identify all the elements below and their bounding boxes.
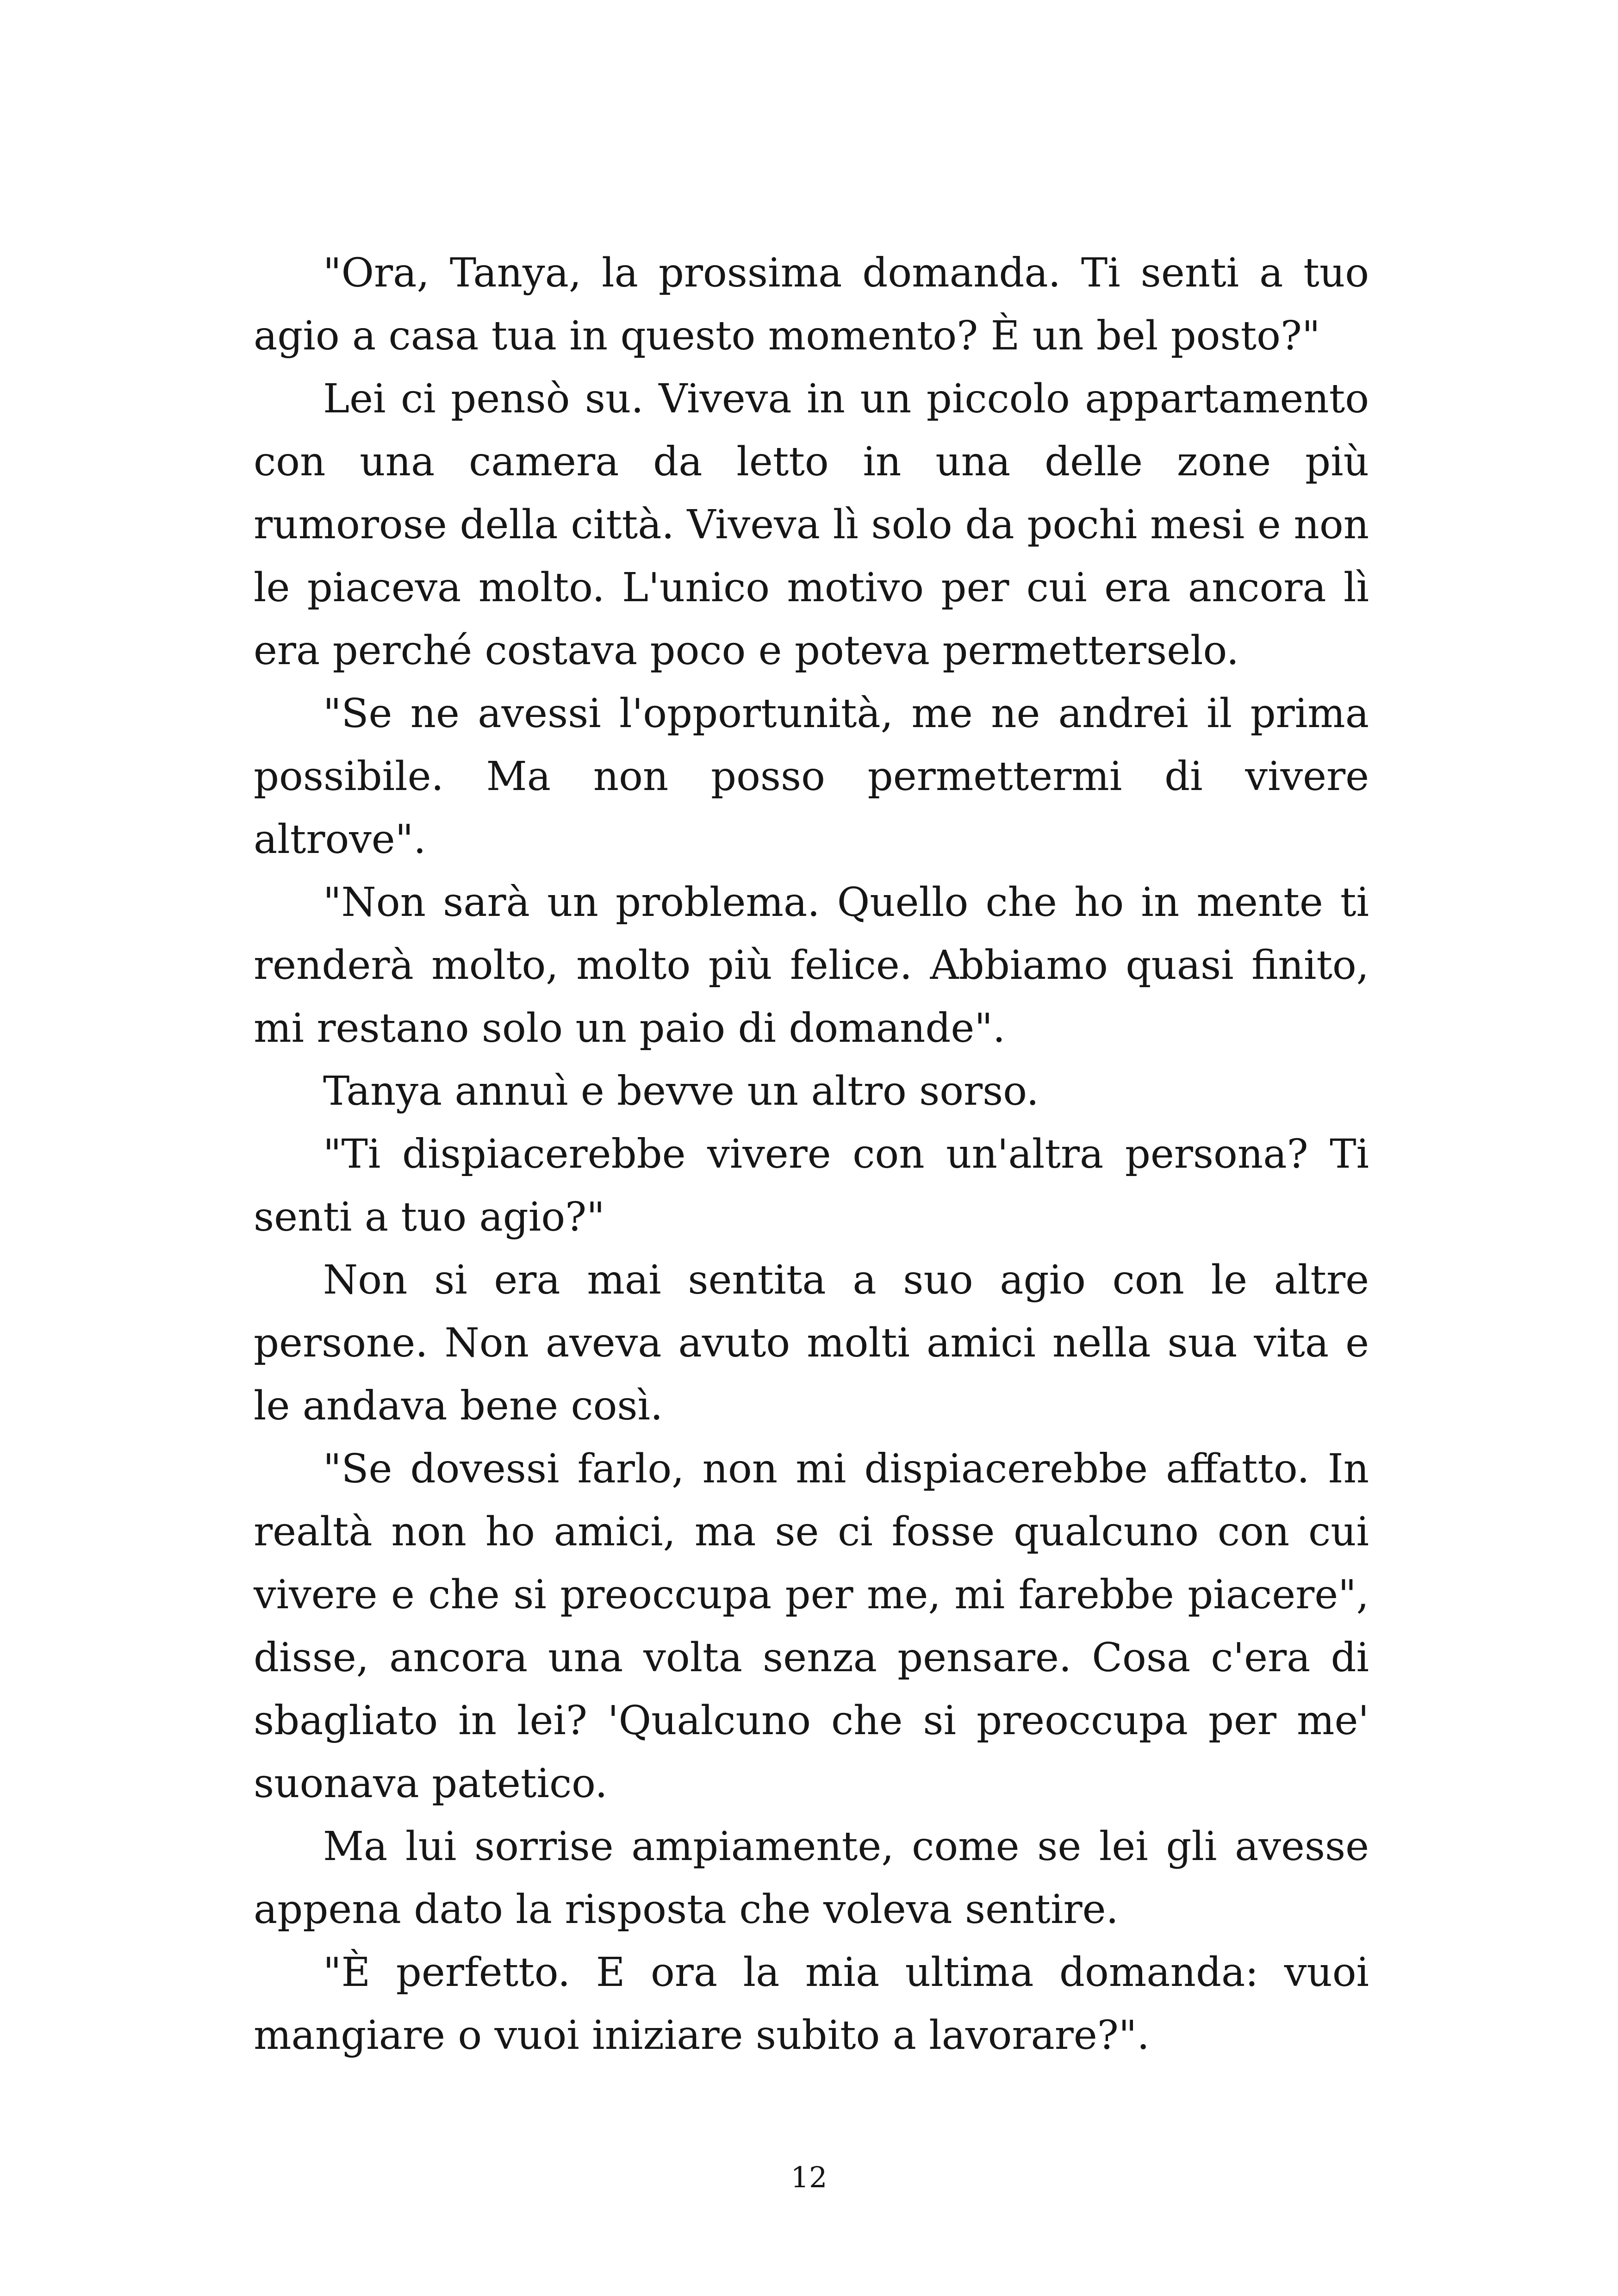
- body-text: [254, 242, 1369, 2067]
- paragraph: "Se ne avessi l'opportunità, me ne andrei il prima possibile. Ma non posso permettermi di vivere altrove".: [254, 691, 1369, 863]
- paragraph: "Ti dispiacerebbe vivere con un'altra persona? Ti senti a tuo agio?": [254, 1131, 1369, 1240]
- paragraph: Non si era mai sentita a suo agio con le altre persone. Non aveva avuto molti amici nella sua vita e le andava bene così.: [254, 1257, 1369, 1429]
- page-number: 12: [790, 2160, 828, 2194]
- paragraph: "Non sarà un problema. Quello che ho in mente ti renderà molto, molto più felice. Abbiamo quasi finito, mi restano solo un paio di domande".: [254, 879, 1369, 1052]
- paragraph: "Ora, Tanya, la prossima domanda. Ti senti a tuo agio a casa tua in questo momento? È un bel posto?": [254, 250, 1369, 359]
- paragraph: Tanya annuì e bevve un altro sorso.: [323, 1068, 1039, 1114]
- paragraph: "È perfetto. E ora la mia ultima domanda: vuoi mangiare o vuoi iniziare subito a lavorare?".: [254, 1949, 1369, 2059]
- paragraph: Lei ci pensò su. Viveva in un piccolo appartamento con una camera da letto in una delle zone più rumorose della città. Viveva lì solo da pochi mesi e non le piaceva molto. L'unico motivo per cui era ancora lì era perché costava poco e poteva permetterselo.: [254, 376, 1369, 674]
- paragraph: Ma lui sorrise ampiamente, come se lei gli avesse appena dato la risposta che voleva sentire.: [254, 1823, 1369, 1933]
- paragraph: "Se dovessi farlo, non mi dispiacerebbe affatto. In realtà non ho amici, ma se ci fosse qualcuno con cui vivere e che si preoccupa per me, mi farebbe piacere", disse, ancora una volta senza pensare. Cosa c'era di sbagliato in lei? 'Qualcuno che si preoccupa per me' suonava patetico.: [254, 1446, 1369, 1807]
